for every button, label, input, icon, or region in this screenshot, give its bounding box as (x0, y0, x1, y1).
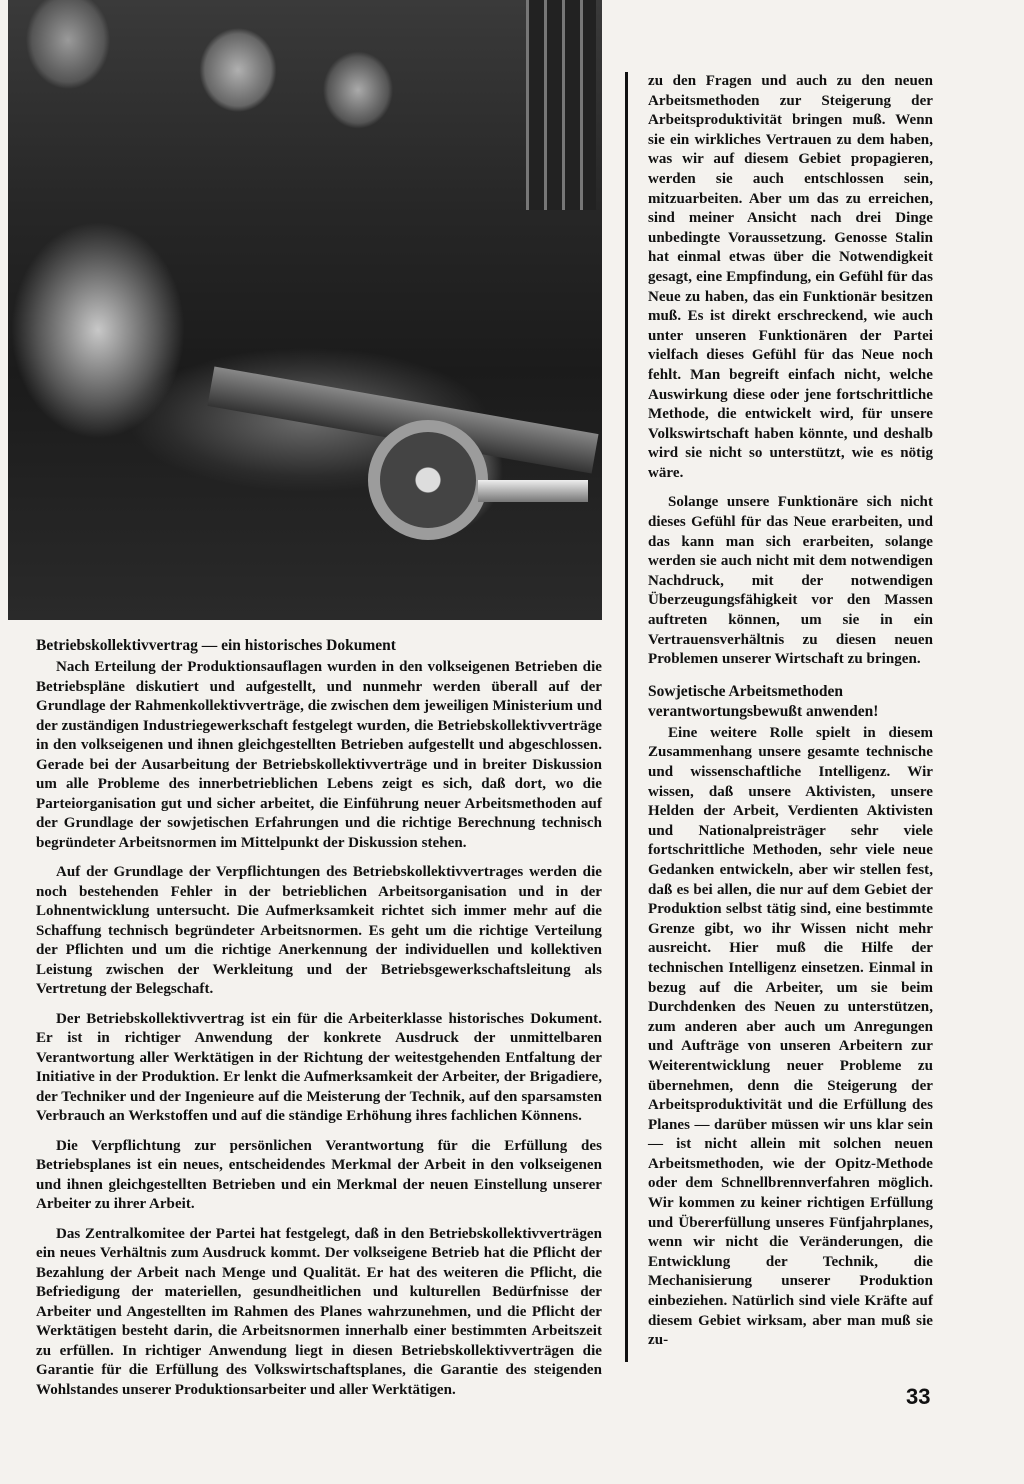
photo-window (526, 0, 596, 210)
column-divider (625, 72, 628, 1362)
paragraph: Das Zentralkomitee der Partei hat festgelegt, daß in den Betriebskollektivverträgen ein neues Verhältnis zum Ausdruck kommt. Der volkseigene Betrieb hat die Pflicht der Bezahlung der Arbeit nach Menge und Qualität. Er hat des weiteren die Pflicht, die Befriedigung der materiellen, gesundheitlichen und kulturellen Bedürfnisse der Arbeiter und Angestellten im Rahmen des Planes wahrzunehmen, und die Pflicht der Werktätigen besteht darin, die Arbeitsnormen innerhalb einer bestimmten Arbeitszeit zu erfüllen. In richtiger Anwendung liegt in diesen Betriebskollektivverträgen die Garantie für die Erfüllung des Volkswirtschaftsplanes, die Garantie des steigenden Wohlstandes unserer Produktionsarbeiter und aller Werktätigen. (36, 1225, 602, 1398)
paragraph: Nach Erteilung der Produktionsauflagen wurden in den volkseigenen Betrieben die Betriebspläne diskutiert und aufgestellt, und nunmehr werden überall auf der Grundlage der Rahmenkollektivverträge, die zwischen dem jeweiligen Ministerium und der zuständigen Industriegewerkschaft festgelegt wurden, die Betriebskollektivverträge in den volkseigenen und ihnen gleichgestellten Betrieben aufgestellt und abgeschlossen. Gerade bei der Ausarbeitung der Betriebskollektivverträge und in breiter Diskussion um alle Probleme des innerbetrieblichen Lebens zeigt es sich, daß dort, wo die Parteiorganisation gut und sicher arbeitet, die Einführung neuer Arbeitsmethoden auf der Grundlage der sowjetischen Erfahrungen und die richtige Berechnung technisch begründeter Arbeitsnormen im Mittelpunkt der Diskussion stehen. (36, 659, 602, 851)
paragraph: Eine weitere Rolle spielt in diesem Zusammenhang unsere gesamte technische und wissenschaftliche Intelligenz. Wir wissen, daß unsere Aktivisten, unsere Helden der Arbeit, Verdienten Aktivisten und Nationalpreisträger sehr viele fortschrittliche Methoden, sehr viele neue Gedanken entwickeln, aber wir stellen fest, daß es bei allen, die nur auf dem Gebiet der Produktion selbst tätig sind, eine bestimmte Grenze gibt, wo ihr Wissen nicht mehr ausreicht. Hier muß die Hilfe der technischen Intelligenz einsetzen. Einmal in bezug auf die Arbeiter, um sie beim Durchdenken des Neuen zu unterstützen, zum anderen aber auch um Anregungen und Aufträge von unseren Arbeitern zur Weiterentwicklung neuer Probleme zu übernehmen, denn die Steigerung der Arbeitsproduktivität und die Erfüllung des Planes — darüber müssen wir uns klar sein — ist nicht allein mit solchen neuen Arbeitsmethoden, wie der Opitz-Methode oder dem Schnellbrennverfahren möglich. Wir kommen zu keiner richtigen Erfüllung und Übererfüllung unseres Fünfjahrplanes, wenn wir nicht die Veränderungen, die Entwicklung der Technik, die Mechanisierung unserer Produktion einbeziehen. Natürlich sind viele Kräfte auf diesem Gebiet wirksam, aber man muß sie zu- (648, 724, 933, 1349)
right-column (648, 72, 933, 1361)
page-number: 33 (906, 1384, 931, 1409)
factory-photo (8, 0, 602, 620)
left-column (36, 636, 602, 1410)
paragraph: Solange unsere Funktionäre sich nicht dieses Gefühl für das Neue erarbeiten, und das kann man sich erarbeiten, solange werden sie auch nicht mit dem notwendigen Nachdruck, mit der notwendigen Überzeugungsfähigkeit vor den Massen auftreten können, um sie in ein Vertrauensverhältnis zu diesen neuen Problemen unserer Wirtschaft zu bringen. (648, 494, 933, 668)
photo-handwheel (368, 420, 488, 540)
paragraph: Die Verpflichtung zur persönlichen Verantwortung für die Erfüllung des Betriebsplanes ist ein neues, entscheidendes Merkmal der Arbeit in den volkseigenen und ihnen gleichgestellten Betrieben und ein Merkmal der neuen Einstellung unserer Arbeiter zu ihrer Arbeit. (36, 1137, 602, 1212)
paragraph: zu den Fragen und auch zu den neuen Arbeitsmethoden zur Steigerung der Arbeitsproduktivität bringen muß. Wenn sie ein wirkliches Vertrauen zu dem haben, was wir auf diesem Gebiet propagieren, werden sie auch entschlossen sein, mitzuarbeiten. Aber um das zu erreichen, sind meiner Ansicht nach drei Dinge unbedingte Voraussetzung. Genosse Stalin hat einmal etwas über die Notwendigkeit gesagt, eine Empfindung, ein Gefühl für das Neue zu haben, das ein Funktionär besitzen muß. Es ist direkt erschreckend, wie auch unter unseren Funktionären der Partei vielfach dieses Gefühl für das Neue noch fehlt. Man begreift einfach nicht, welche Auswirkung diese oder jene fortschrittliche Methode, die entwickelt wird, für unsere Volkswirtschaft haben könnte, und deshalb wird sie nicht so unterstützt, wie es nötig wäre. (648, 73, 933, 481)
section-heading: Betriebskollektivvertrag — ein historisches Dokument (36, 637, 396, 654)
paragraph: Der Betriebskollektivvertrag ist ein für die Arbeiterklasse historisches Dokument. Er ist in richtiger Anwendung der konkrete Ausdruck der unmittelbaren Verantwortung aller Werktätigen in der Richtung der weitestgehenden Entfaltung der Initiative in der Produktion. Er lenkt die Aufmerksamkeit der Arbeiter, der Brigadiere, der Techniker und der Ingenieure auf die Meisterung der Technik, auf den sparsamsten Verbrauch an Werkstoffen und auf die ständige Erhöhung ihres fachlichen Könnens. (36, 1010, 602, 1124)
paragraph: Auf der Grundlage der Verpflichtungen des Betriebskollektivvertrages werden die noch bestehenden Fehler in der betrieblichen Arbeitsorganisation und in der Lohnentwicklung untersucht. Die Aufmerksamkeit richtet sich immer mehr auf die Schaffung technisch begründeter Arbeitsnormen. Es geht um die richtige Verteilung der Pflichten und um die richtige Anerkennung der individuellen und kollektiven Leistung zwischen der Werkleitung und der Betriebsgewerkschaftsleitung als Vertretung der Belegschaft. (36, 864, 602, 997)
photo-lathe-shaft (478, 480, 588, 502)
section-heading: Sowjetische Arbeitsmethoden verantwortungsbewußt anwenden! (648, 682, 879, 720)
